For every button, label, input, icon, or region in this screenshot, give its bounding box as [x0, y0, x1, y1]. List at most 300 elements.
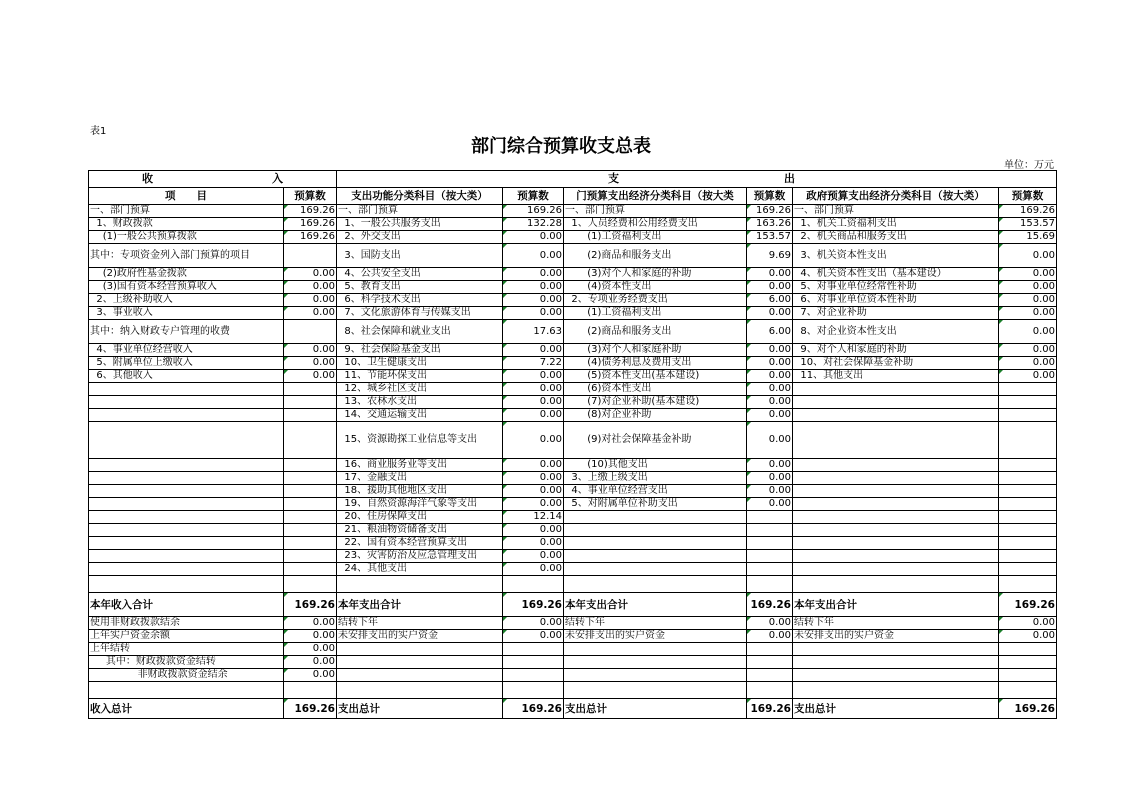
amount-cell: 0.00 [503, 422, 564, 459]
item-cell: 2、上级补助收入 [89, 294, 284, 307]
amount-cell: 0.00 [999, 344, 1057, 357]
amount-cell [284, 422, 337, 459]
table-row [89, 485, 1057, 498]
table-row [89, 537, 1057, 550]
item-cell [793, 422, 999, 459]
table-row [89, 593, 1057, 617]
amount-cell: 163.26 [747, 218, 793, 231]
item-cell: 上年实户资金余额 [89, 630, 284, 643]
amount-cell [747, 537, 793, 550]
item-cell: 6、其他收入 [89, 370, 284, 383]
col-item-header: 项 目 [89, 188, 284, 205]
amount-cell: 0.00 [284, 669, 337, 682]
table-row [89, 344, 1057, 357]
amount-cell: 0.00 [284, 656, 337, 669]
item-cell: 3、事业收入 [89, 307, 284, 320]
table-row [89, 218, 1057, 231]
item-cell: 15、资源勘探工业信息等支出 [337, 422, 503, 459]
amount-cell: 0.00 [503, 409, 564, 422]
amount-cell: 169.26 [284, 218, 337, 231]
item-cell: 使用非财政拨款结余 [89, 617, 284, 630]
col-econ-gov-header: 政府预算支出经济分类科目（按大类） [793, 188, 999, 205]
item-cell: 5、对事业单位经常性补助 [793, 281, 999, 294]
item-cell: 本年支出合计 [337, 593, 503, 617]
amount-cell [999, 422, 1057, 459]
amount-cell: 0.00 [503, 524, 564, 537]
expense-header: 支 出 [337, 171, 1057, 188]
amount-cell: 0.00 [747, 485, 793, 498]
amount-cell: 6.00 [747, 294, 793, 307]
amount-cell [999, 383, 1057, 396]
item-cell: 5、对附属单位补助支出 [564, 498, 747, 511]
item-cell: 4、公共安全支出 [337, 268, 503, 281]
item-cell: 本年收入合计 [89, 593, 284, 617]
item-cell [793, 383, 999, 396]
item-cell: 23、灾害防治及应急管理支出 [337, 550, 503, 563]
item-cell: (8)对企业补助 [564, 409, 747, 422]
unit-label: 单位：万元 [1004, 160, 1054, 171]
amount-cell [284, 550, 337, 563]
amount-cell: 0.00 [999, 357, 1057, 370]
amount-cell: 0.00 [284, 307, 337, 320]
amount-cell [747, 511, 793, 524]
item-cell: 上年结转 [89, 643, 284, 656]
item-cell: 未安排支出的实户资金 [564, 630, 747, 643]
amount-cell [503, 576, 564, 593]
amount-cell [284, 498, 337, 511]
amount-cell: 0.00 [503, 281, 564, 294]
item-cell: 9、社会保险基金支出 [337, 344, 503, 357]
amount-cell: 0.00 [999, 630, 1057, 643]
amount-cell [999, 524, 1057, 537]
amount-cell: 169.26 [503, 205, 564, 218]
item-cell [793, 550, 999, 563]
amount-cell [999, 656, 1057, 669]
amount-cell: 0.00 [747, 617, 793, 630]
income-header: 收 入 [89, 171, 337, 188]
amount-cell: 0.00 [284, 268, 337, 281]
item-cell: 14、交通运输支出 [337, 409, 503, 422]
amount-cell: 0.00 [999, 244, 1057, 268]
amount-cell [284, 244, 337, 268]
item-cell: (3)对个人和家庭的补助 [564, 268, 747, 281]
amount-cell: 0.00 [503, 550, 564, 563]
item-cell [89, 409, 284, 422]
item-cell [564, 563, 747, 576]
item-cell: 12、城乡社区支出 [337, 383, 503, 396]
item-cell [793, 576, 999, 593]
amount-cell [747, 563, 793, 576]
amount-cell: 0.00 [503, 370, 564, 383]
item-cell [564, 682, 747, 699]
amount-cell: 0.00 [747, 630, 793, 643]
amount-cell [999, 485, 1057, 498]
item-cell [793, 537, 999, 550]
item-cell: 收入总计 [89, 699, 284, 719]
amount-cell: 0.00 [284, 344, 337, 357]
item-cell: 1、机关工资福利支出 [793, 218, 999, 231]
amount-cell: 0.00 [747, 383, 793, 396]
table-row [89, 498, 1057, 511]
amount-cell: 0.00 [503, 268, 564, 281]
col-amount-header: 预算数 [747, 188, 793, 205]
item-cell: 支出总计 [793, 699, 999, 719]
amount-cell [284, 320, 337, 344]
table-row [89, 563, 1057, 576]
item-cell [337, 682, 503, 699]
amount-cell [999, 537, 1057, 550]
amount-cell: 0.00 [503, 383, 564, 396]
amount-cell: 169.26 [503, 593, 564, 617]
item-cell [89, 682, 284, 699]
amount-cell: 15.69 [999, 231, 1057, 244]
amount-cell: 169.26 [747, 699, 793, 719]
item-cell: 1、人员经费和公用经费支出 [564, 218, 747, 231]
amount-cell [747, 576, 793, 593]
amount-cell: 0.00 [747, 370, 793, 383]
item-cell: 6、科学技术支出 [337, 294, 503, 307]
item-cell [793, 472, 999, 485]
amount-cell: 0.00 [999, 370, 1057, 383]
amount-cell: 0.00 [284, 294, 337, 307]
amount-cell: 0.00 [503, 485, 564, 498]
item-cell [793, 656, 999, 669]
amount-cell: 169.26 [747, 205, 793, 218]
item-cell: 18、援助其他地区支出 [337, 485, 503, 498]
amount-cell: 0.00 [503, 537, 564, 550]
item-cell [564, 524, 747, 537]
amount-cell [503, 643, 564, 656]
amount-cell: 169.26 [284, 699, 337, 719]
table-row [89, 422, 1057, 459]
amount-cell [999, 459, 1057, 472]
table-row [89, 550, 1057, 563]
item-cell [793, 669, 999, 682]
amount-cell: 0.00 [747, 422, 793, 459]
amount-cell: 0.00 [503, 244, 564, 268]
item-cell: 7、对企业补助 [793, 307, 999, 320]
item-cell: 3、国防支出 [337, 244, 503, 268]
item-cell: 24、其他支出 [337, 563, 503, 576]
item-cell [89, 422, 284, 459]
item-cell: 4、事业单位经营收入 [89, 344, 284, 357]
item-cell: 2、专项业务经费支出 [564, 294, 747, 307]
amount-cell: 0.00 [503, 498, 564, 511]
item-cell: 16、商业服务业等支出 [337, 459, 503, 472]
item-cell: 其中：专项资金列入部门预算的项目 [89, 244, 284, 268]
item-cell: 未安排支出的实户资金 [793, 630, 999, 643]
item-cell: 11、其他支出 [793, 370, 999, 383]
item-cell: 2、外交支出 [337, 231, 503, 244]
table-row [89, 682, 1057, 699]
item-cell: 其中：财政拨款资金结转 [89, 656, 284, 669]
item-cell [89, 550, 284, 563]
table-row [89, 617, 1057, 630]
item-cell: 7、文化旅游体育与传媒支出 [337, 307, 503, 320]
amount-cell: 0.00 [999, 307, 1057, 320]
amount-cell: 0.00 [503, 231, 564, 244]
amount-cell: 0.00 [999, 617, 1057, 630]
table-row [89, 383, 1057, 396]
amount-cell: 7.22 [503, 357, 564, 370]
amount-cell: 0.00 [284, 617, 337, 630]
table-id: 表1 [90, 126, 107, 137]
item-cell [564, 537, 747, 550]
item-cell [89, 396, 284, 409]
table-row [89, 231, 1057, 244]
item-cell [793, 563, 999, 576]
item-cell [337, 656, 503, 669]
amount-cell: 169.26 [503, 699, 564, 719]
amount-cell [999, 472, 1057, 485]
amount-cell: 0.00 [284, 357, 337, 370]
amount-cell: 169.26 [999, 205, 1057, 218]
item-cell [564, 643, 747, 656]
item-cell: 1、财政拨款 [89, 218, 284, 231]
amount-cell [284, 383, 337, 396]
amount-cell: 9.69 [747, 244, 793, 268]
item-cell: 一、部门预算 [89, 205, 284, 218]
item-cell: 10、卫生健康支出 [337, 357, 503, 370]
item-cell [793, 485, 999, 498]
amount-cell: 0.00 [747, 281, 793, 294]
table-row [89, 357, 1057, 370]
item-cell: 10、对社会保障基金补助 [793, 357, 999, 370]
item-cell: (2)商品和服务支出 [564, 320, 747, 344]
amount-cell: 169.26 [284, 205, 337, 218]
item-cell [89, 537, 284, 550]
item-cell [337, 576, 503, 593]
item-cell [337, 669, 503, 682]
amount-cell: 0.00 [503, 563, 564, 576]
amount-cell: 169.26 [284, 593, 337, 617]
amount-cell: 132.28 [503, 218, 564, 231]
page-title: 部门综合预算收支总表 [471, 136, 651, 157]
amount-cell [999, 409, 1057, 422]
table-row [89, 669, 1057, 682]
table-row [89, 244, 1057, 268]
col-econ-dept-header: 门预算支出经济分类科目（按大类 [564, 188, 747, 205]
item-cell: 非财政拨款资金结余 [89, 669, 284, 682]
item-cell: 17、金融支出 [337, 472, 503, 485]
amount-cell: 0.00 [503, 294, 564, 307]
amount-cell: 0.00 [747, 344, 793, 357]
item-cell: (1)工资福利支出 [564, 231, 747, 244]
amount-cell [999, 682, 1057, 699]
col-amount-header: 预算数 [503, 188, 564, 205]
table-row [89, 699, 1057, 719]
item-cell [793, 498, 999, 511]
table-row [89, 511, 1057, 524]
item-cell: 8、社会保障和就业支出 [337, 320, 503, 344]
amount-cell [999, 643, 1057, 656]
item-cell: (1)一般公共预算拨款 [89, 231, 284, 244]
item-cell: (2)政府性基金拨款 [89, 268, 284, 281]
amount-cell [747, 524, 793, 537]
item-cell: 19、自然资源海洋气象等支出 [337, 498, 503, 511]
item-cell: 20、住房保障支出 [337, 511, 503, 524]
item-cell [89, 511, 284, 524]
table-row [89, 294, 1057, 307]
amount-cell: 0.00 [503, 630, 564, 643]
amount-cell: 0.00 [503, 396, 564, 409]
table-row [89, 281, 1057, 294]
amount-cell: 169.26 [747, 593, 793, 617]
amount-cell: 0.00 [503, 344, 564, 357]
item-cell: (5)资本性支出(基本建设) [564, 370, 747, 383]
col-amount-header: 预算数 [999, 188, 1057, 205]
item-cell: 结转下年 [337, 617, 503, 630]
col-amount-header: 预算数 [284, 188, 337, 205]
budget-summary-table [88, 170, 1057, 719]
amount-cell: 153.57 [747, 231, 793, 244]
table-row [89, 205, 1057, 218]
table-row [89, 524, 1057, 537]
item-cell: 一、部门预算 [793, 205, 999, 218]
amount-cell [503, 682, 564, 699]
item-cell [793, 524, 999, 537]
item-cell [793, 396, 999, 409]
amount-cell: 0.00 [503, 459, 564, 472]
item-cell: 11、节能环保支出 [337, 370, 503, 383]
item-cell [564, 511, 747, 524]
item-cell: 其中：纳入财政专户管理的收费 [89, 320, 284, 344]
item-cell: 1、一般公共服务支出 [337, 218, 503, 231]
item-cell: 8、对企业资本性支出 [793, 320, 999, 344]
table-row [89, 459, 1057, 472]
amount-cell: 0.00 [747, 459, 793, 472]
amount-cell: 0.00 [747, 307, 793, 320]
amount-cell [284, 576, 337, 593]
item-cell: (3)对个人和家庭补助 [564, 344, 747, 357]
amount-cell [747, 682, 793, 699]
amount-cell [503, 669, 564, 682]
amount-cell [503, 656, 564, 669]
item-cell: 结转下年 [564, 617, 747, 630]
item-cell [89, 498, 284, 511]
table-row [89, 396, 1057, 409]
amount-cell [284, 472, 337, 485]
item-cell: 5、教育支出 [337, 281, 503, 294]
item-cell: 一、部门预算 [564, 205, 747, 218]
item-cell: 3、机关资本性支出 [793, 244, 999, 268]
table-row [89, 472, 1057, 485]
amount-cell: 0.00 [284, 281, 337, 294]
item-cell: 支出总计 [564, 699, 747, 719]
item-cell [89, 576, 284, 593]
amount-cell: 0.00 [999, 320, 1057, 344]
item-cell: (9)对社会保障基金补助 [564, 422, 747, 459]
amount-cell [284, 485, 337, 498]
table-row [89, 320, 1057, 344]
amount-cell [999, 550, 1057, 563]
item-cell [564, 669, 747, 682]
table-row [89, 268, 1057, 281]
item-cell: (4)债务利息及费用支出 [564, 357, 747, 370]
item-cell: 4、机关资本性支出（基本建设） [793, 268, 999, 281]
item-cell [89, 472, 284, 485]
item-cell: (7)对企业补助(基本建设) [564, 396, 747, 409]
amount-cell [284, 524, 337, 537]
item-cell [89, 459, 284, 472]
item-cell [793, 459, 999, 472]
amount-cell [284, 409, 337, 422]
item-cell: 13、农林水支出 [337, 396, 503, 409]
item-cell: 5、附属单位上缴收入 [89, 357, 284, 370]
amount-cell: 0.00 [747, 396, 793, 409]
amount-cell [747, 550, 793, 563]
amount-cell [999, 576, 1057, 593]
amount-cell: 0.00 [747, 268, 793, 281]
amount-cell: 0.00 [747, 472, 793, 485]
item-cell [89, 485, 284, 498]
amount-cell [284, 459, 337, 472]
item-cell: 支出总计 [337, 699, 503, 719]
item-cell [564, 576, 747, 593]
item-cell [793, 682, 999, 699]
item-cell: 22、国有资本经营预算支出 [337, 537, 503, 550]
table-row [89, 656, 1057, 669]
item-cell: 9、对个人和家庭的补助 [793, 344, 999, 357]
item-cell: 6、对事业单位资本性补助 [793, 294, 999, 307]
item-cell: (6)资本性支出 [564, 383, 747, 396]
item-cell: 未安排支出的实户资金 [337, 630, 503, 643]
item-cell: (10)其他支出 [564, 459, 747, 472]
item-cell [337, 643, 503, 656]
amount-cell: 6.00 [747, 320, 793, 344]
amount-cell: 0.00 [747, 498, 793, 511]
item-cell [89, 383, 284, 396]
amount-cell [284, 537, 337, 550]
amount-cell [747, 669, 793, 682]
item-cell: 一、部门预算 [337, 205, 503, 218]
amount-cell: 0.00 [284, 630, 337, 643]
amount-cell [999, 563, 1057, 576]
amount-cell: 0.00 [503, 617, 564, 630]
table-row [89, 643, 1057, 656]
item-cell: 本年支出合计 [564, 593, 747, 617]
item-cell: (2)商品和服务支出 [564, 244, 747, 268]
col-func-header: 支出功能分类科目（按大类） [337, 188, 503, 205]
item-cell: (1)工资福利支出 [564, 307, 747, 320]
item-cell: 3、上缴上级支出 [564, 472, 747, 485]
table-row [89, 630, 1057, 643]
table-row [89, 409, 1057, 422]
item-cell [89, 524, 284, 537]
amount-cell: 0.00 [999, 268, 1057, 281]
amount-cell [747, 643, 793, 656]
amount-cell: 0.00 [999, 281, 1057, 294]
item-cell: 结转下年 [793, 617, 999, 630]
amount-cell: 0.00 [747, 357, 793, 370]
amount-cell [284, 682, 337, 699]
item-cell [793, 409, 999, 422]
item-cell [564, 550, 747, 563]
amount-cell: 0.00 [747, 409, 793, 422]
item-cell: 4、事业单位经营支出 [564, 485, 747, 498]
item-cell: 21、粮油物资储备支出 [337, 524, 503, 537]
item-cell: 2、机关商品和服务支出 [793, 231, 999, 244]
amount-cell [999, 511, 1057, 524]
item-cell: 本年支出合计 [793, 593, 999, 617]
amount-cell [999, 669, 1057, 682]
item-cell: (3)国有资本经营预算收入 [89, 281, 284, 294]
amount-cell: 0.00 [503, 472, 564, 485]
table-row [89, 576, 1057, 593]
item-cell [793, 511, 999, 524]
amount-cell: 17.63 [503, 320, 564, 344]
amount-cell [284, 563, 337, 576]
